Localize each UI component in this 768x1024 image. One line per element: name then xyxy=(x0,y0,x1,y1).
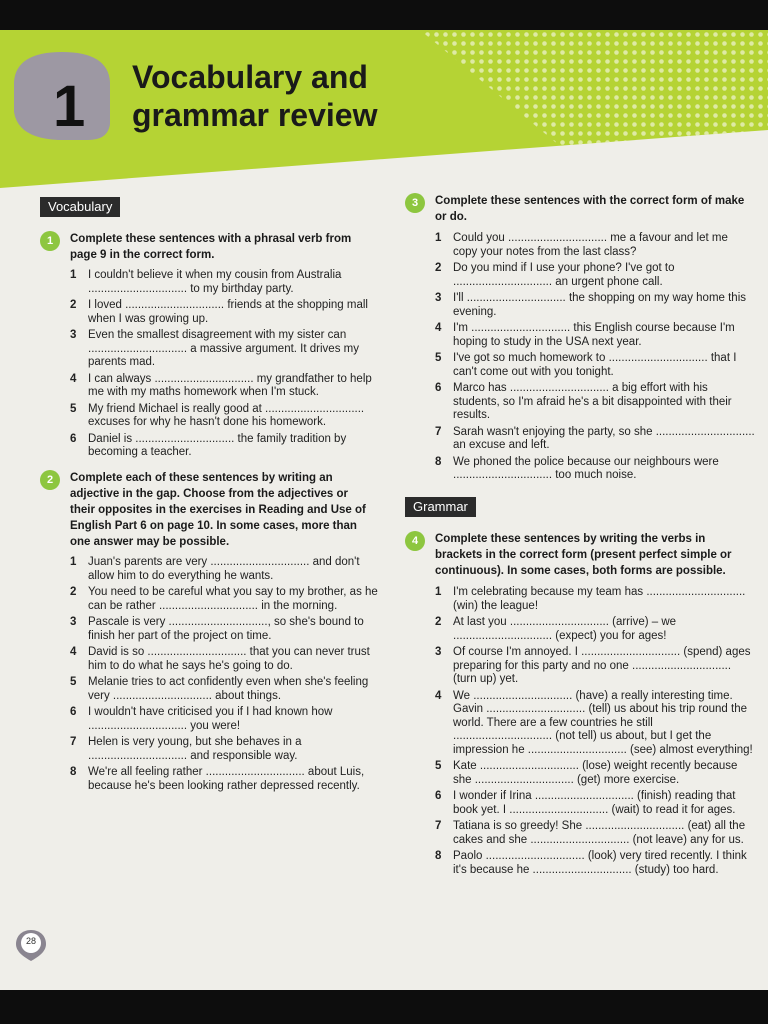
exercise-2-item: 7 Helen is very young, but she behaves in a ............................... and responsible way. xyxy=(70,736,302,762)
page-number: 28 xyxy=(25,936,36,946)
exercise-2-item: 8 We're all feeling rather ............................... about Luis, because he's been looking rather depressed recently. xyxy=(70,766,365,792)
vocabulary-heading: Vocabulary xyxy=(40,197,120,217)
exercise-1-badge: 1 xyxy=(40,231,60,251)
exercise-2-instruction xyxy=(40,470,370,550)
exercise-4-item: 5 Kate ............................... (lose) weight recently because she ............................... (get) more exercise. xyxy=(435,760,738,786)
unit-number: 1 xyxy=(53,74,86,139)
exercise-1-item: 6 Daniel is ............................... the family tradition by becoming a teacher. xyxy=(70,432,347,458)
title-line-2: grammar review xyxy=(132,97,378,133)
exercise-3-item: 2 Do you mind if I use your phone? I've got to ............................... an urgent phone call. xyxy=(435,262,675,288)
exercise-3-text: Complete these sentences with the correct form of make or do. xyxy=(435,195,745,223)
exercise-3-item: 6 Marco has ............................... a big effort with his students, so I'm afraid he's a bit disappointed with their results. xyxy=(435,382,732,421)
exercise-2-badge: 2 xyxy=(40,470,60,490)
exercise-4-item: 2 At last you ............................... (arrive) – we ............................... (expect) you for ages! xyxy=(435,616,677,642)
workbook-page xyxy=(0,30,768,990)
exercise-1-instruction xyxy=(40,231,370,263)
exercise-3-badge: 3 xyxy=(405,193,425,213)
exercise-4-badge: 4 xyxy=(405,531,425,551)
page-number-badge xyxy=(14,928,48,962)
grammar-heading: Grammar xyxy=(405,497,476,517)
exercise-2-item: 5 Melanie tries to act confidently even when she's feeling very ............................... about things. xyxy=(70,676,369,702)
exercise-3-item: 7 Sarah wasn't enjoying the party, so she ............................... an excuse and left. xyxy=(435,425,755,451)
exercise-1-item: 1 I couldn't believe it when my cousin from Australia ............................... to my birthday party. xyxy=(70,269,342,295)
exercise-4-items xyxy=(435,586,755,877)
exercise-2-item: 2 You need to be careful what you say to my brother, as he can be rather ............................... in the morning. xyxy=(70,586,378,612)
exercise-4-instruction xyxy=(405,531,755,579)
exercise-4-item: 4 We ............................... (have) a really interesting time. Gavin ............................... (tell) us about his trip round the world. There are a few countries he still ............................... (not tell) us about, but I get the impression he ............................... (see) almost everything! xyxy=(435,689,753,756)
exercise-1-item: 4 I can always ............................... my grandfather to help me with my maths homework when I'm stuck. xyxy=(70,372,372,398)
exercise-4-item: 3 Of course I'm annoyed. I ............................... (spend) ages preparing for this party and no one ............................... (turn up) yet. xyxy=(435,646,751,685)
exercise-3-item: 8 We phoned the police because our neighbours were ............................... too much noise. xyxy=(435,455,719,481)
title-line-1: Vocabulary and xyxy=(132,59,368,95)
page-title xyxy=(132,58,377,134)
exercise-4-item: 8 Paolo ............................... (look) very tired recently. I think it's because he ............................... (study) too hard. xyxy=(435,850,747,876)
exercise-3-item: 5 I've got so much homework to ............................... that I can't come out with you tonight. xyxy=(435,352,737,378)
exercise-2-items xyxy=(70,556,380,793)
exercise-4-item: 7 Tatiana is so greedy! She ............................... (eat) all the cakes and she ............................... (not leave) any for us. xyxy=(435,820,746,846)
exercise-2-item: 3 Pascale is very ..............................., so she's bound to finish her part of the project on time. xyxy=(70,616,364,642)
exercise-4-text: Complete these sentences by writing the verbs in brackets in the correct form (present perfect simple or continuous). In some cases, both forms are possible. xyxy=(435,533,732,577)
exercise-4-item: 1 I'm celebrating because my team has ............................... (win) the league! xyxy=(435,586,746,612)
exercise-2-item: 6 I wouldn't have criticised you if I had known how ............................... you were! xyxy=(70,706,333,732)
exercise-2-text: Complete each of these sentences by writing an adjective in the gap. Choose from the adjectives or their opposites in the exercises in Reading and Use of English Part 6 on page 10. In some cases, more than one answer may be possible. xyxy=(70,472,366,548)
exercise-3-item: 3 I'll ............................... the shopping on my way home this evening. xyxy=(435,292,747,318)
exercise-1-item: 2 I loved ............................... friends at the shopping mall when I was growing up. xyxy=(70,299,368,325)
exercise-3-item: 4 I'm ............................... this English course because I'm hoping to study in the USA next year. xyxy=(435,322,735,348)
exercise-2-item: 4 David is so ............................... that you can never trust him to do what he says he's going to do. xyxy=(70,646,370,672)
exercise-4-item: 6 I wonder if Irina ............................... (finish) reading that book yet. I ............................... (wait) to read it for ages. xyxy=(435,790,736,816)
exercise-1-item: 5 My friend Michael is really good at ............................... excuses for why he hasn't done his homework. xyxy=(70,402,365,428)
exercise-2-item: 1 Juan's parents are very ............................... and don't allow him to do everything he wants. xyxy=(70,556,360,582)
exercise-3-instruction xyxy=(405,193,755,225)
exercise-1-items xyxy=(70,269,380,460)
exercise-1-text: Complete these sentences with a phrasal verb from page 9 in the correct form. xyxy=(70,233,352,261)
exercise-3-items xyxy=(435,232,755,483)
exercise-3-item: 1 Could you ............................... me a favour and let me copy your notes from the last class? xyxy=(435,232,728,258)
exercise-1-item: 3 Even the smallest disagreement with my sister can ............................... a massive argument. It drives my parents mad. xyxy=(70,329,359,368)
